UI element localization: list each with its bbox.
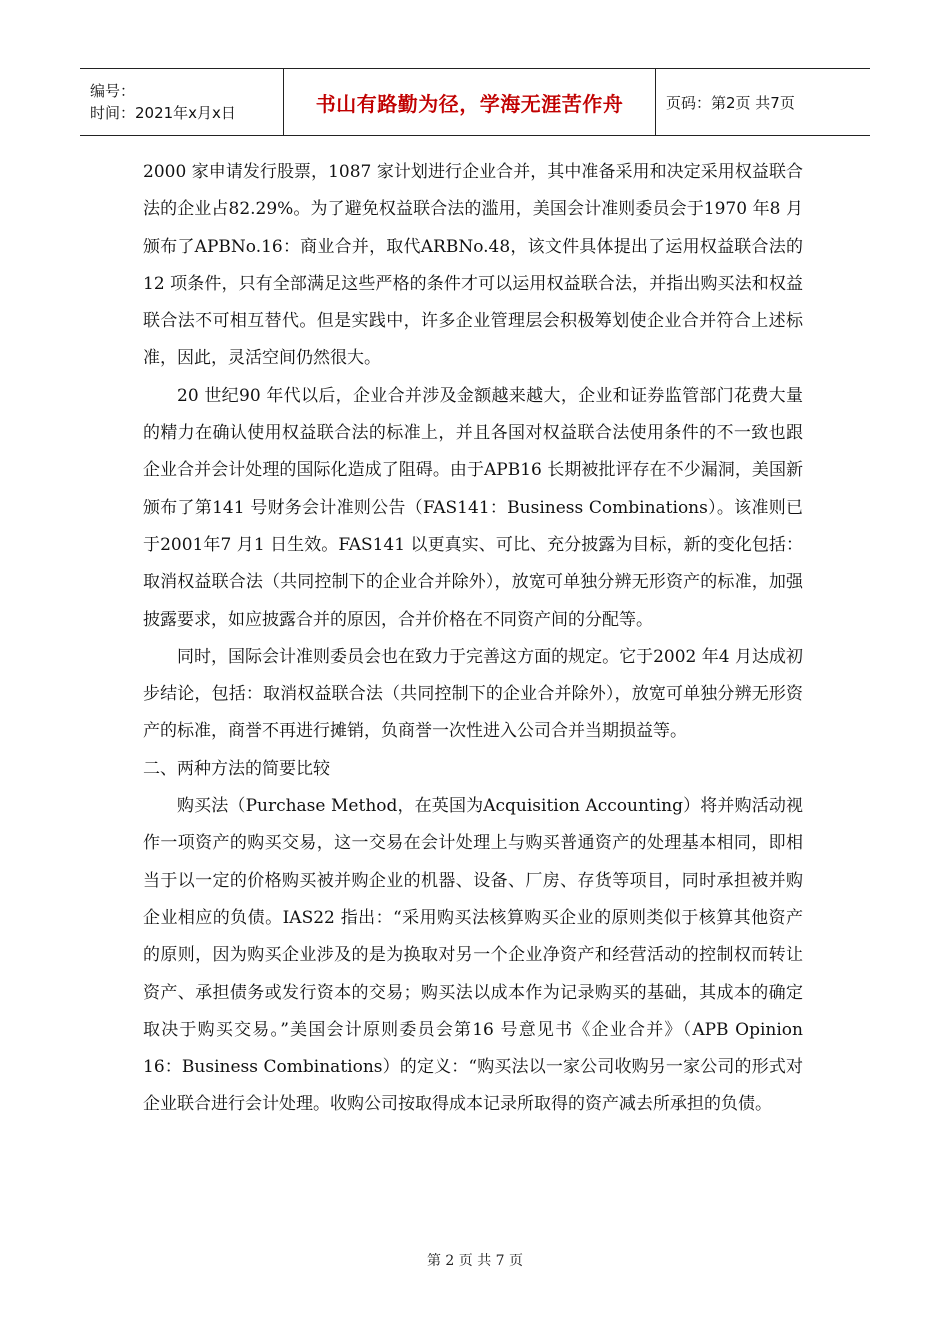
header-page-info: 页码：第2页 共7页 (666, 93, 795, 112)
paragraph: 20 世纪90 年代以后，企业合并涉及金额越来越大，企业和证券监管部门花费大量的精力在确认使用权益联合法的标准上，并且各国对权益联合法使用条件的不一致也跟企业合并会计处理的国际化造成了阻碍。由于APB16 长期被批评存在不少漏洞，美国新颁布了第141 号财务会计准则公告（FAS141：Business Combinations）。该准则已于2001年7 月1 日生效。FAS141 以更真实、可比、充分披露为目标，新的变化包括：取消权益联合法（共同控制下的企业合并除外），放宽可单独分辨无形资产的标准，加强披露要求，如应披露合并的原因，合并价格在不同资产间的分配等。 (143, 385, 803, 630)
header-meta (80, 69, 283, 135)
page-header (80, 68, 870, 136)
section-heading: 二、两种方法的简要比较 (143, 758, 330, 779)
page-footer: 第 2 页 共 7 页 (426, 1253, 524, 1269)
paragraph: 2000 家申请发行股票，1087 家计划进行企业合并，其中准备采用和决定采用权益联合法的企业占82.29%。为了避免权益联合法的滥用，美国会计准则委员会于1970 年8 月颁布了APBNo.16：商业合并，取代ARBNo.48，该文件具体提出了运用权益联合法的12 项条件，只有全部满足这些严格的条件才可以运用权益联合法，并指出购买法和权益联合法不可相互替代。但是实践中，许多企业管理层会积极筹划使企业合并符合上述标准，因此，灵活空间仍然很大。 (143, 162, 803, 369)
document-date: 时间：2021年x月x日 (90, 104, 236, 122)
paragraph: 购买法（Purchase Method，在英国为Acquisition Accounting）将并购活动视作一项资产的购买交易，这一交易在会计处理上与购买普通资产的处理基本相同，即相当于以一定的价格购买被并购企业的机器、设备、厂房、存货等项目，同时承担被并购企业相应的负债。IAS22 指出：“采用购买法核算购买企业的原则类似于核算其他资产的原则，因为购买企业涉及的是为换取对另一个企业净资产和经营活动的控制权而转让资产、承担债务或发行资本的交易；购买法以成本作为记录购买的基础，其成本的确定取决于购买交易。”美国会计原则委员会第16 号意见书《企业合并》（APB Opinion 16：Business Combinations）的定义：“购买法以一家公司收购另一家公司的形式对企业联合进行会计处理。收购公司按取得成本记录所取得的资产减去所承担的负债。 (143, 796, 803, 1115)
header-motto-cell (283, 69, 656, 135)
header-page-info-cell (656, 69, 870, 135)
document-body (143, 154, 803, 1124)
header-motto: 书山有路勤为径，学海无涯苦作舟 (315, 91, 624, 116)
paragraph: 同时，国际会计准则委员会也在致力于完善这方面的规定。它于2002 年4 月达成初步结论，包括：取消权益联合法（共同控制下的企业合并除外），放宽可单独分辨无形资产的标准，商誉不再进行摊销，负商誉一次性进入公司合并当期损益等。 (143, 646, 803, 742)
document-number: 编号： (90, 82, 136, 100)
